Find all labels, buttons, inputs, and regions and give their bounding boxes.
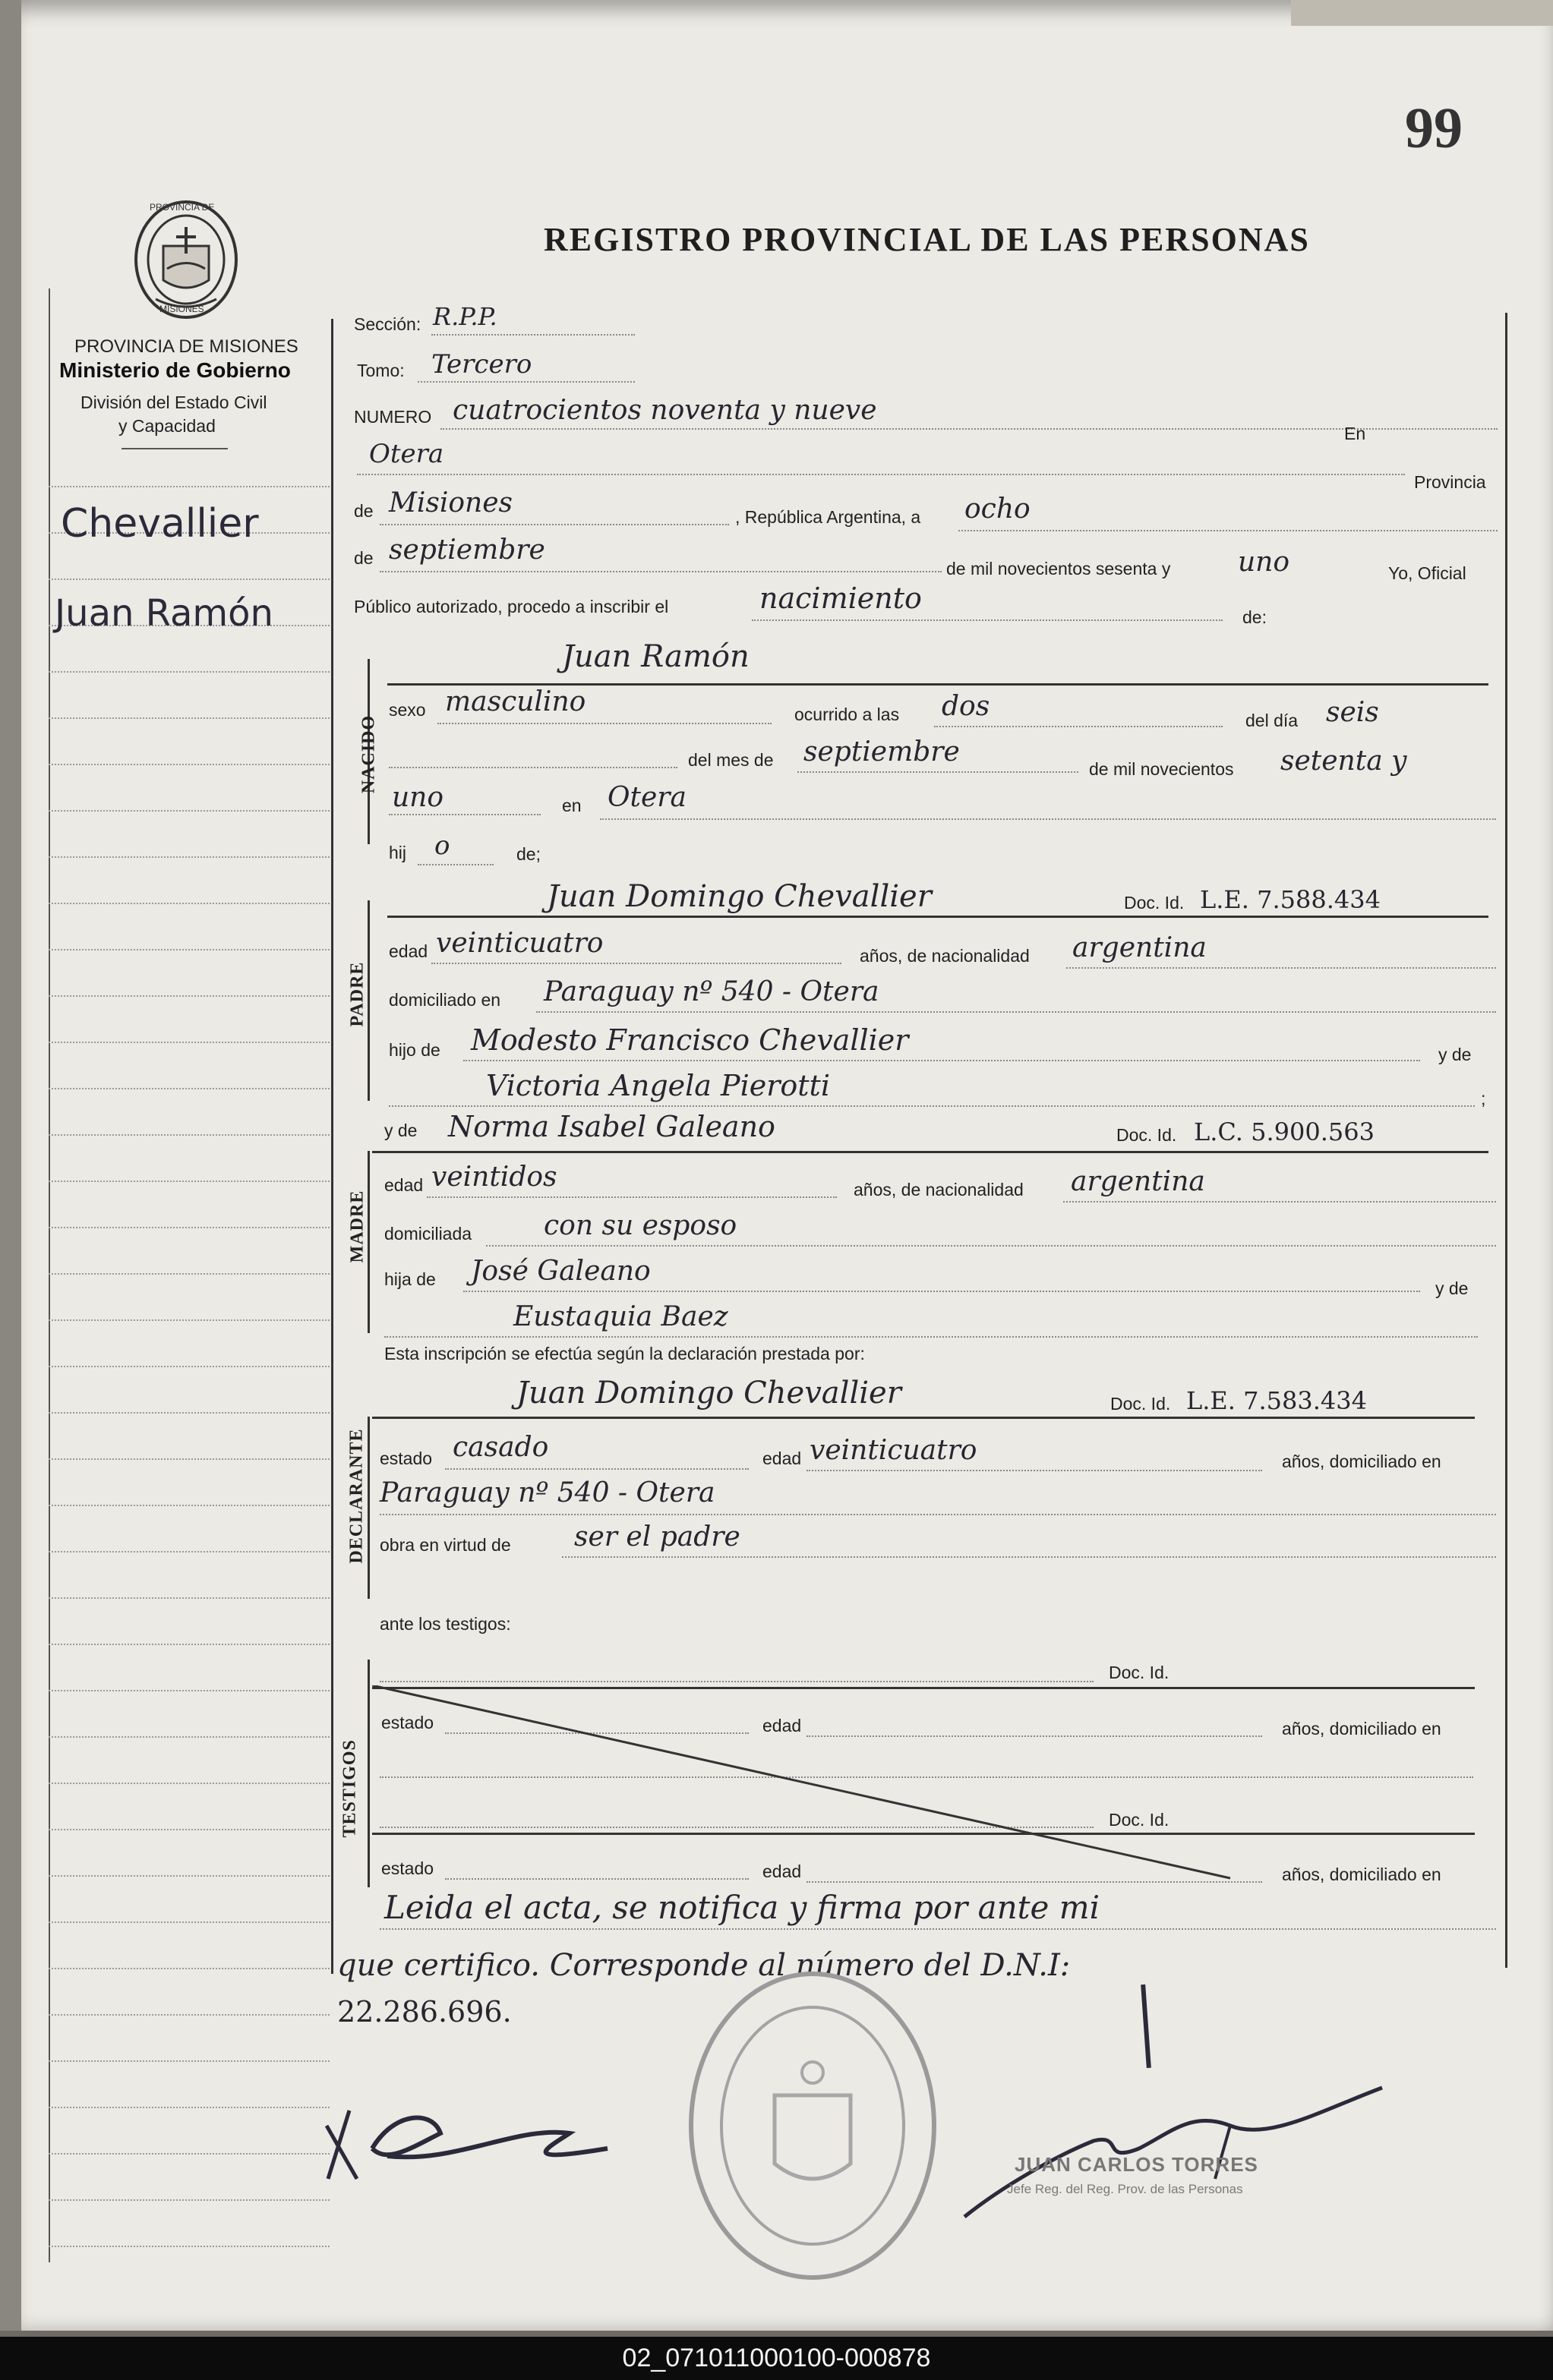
label-edad-padre: edad	[389, 941, 428, 961]
hw-fecha-a: ocho	[964, 493, 1031, 525]
ledger-line	[49, 1736, 330, 1738]
ledger-line	[49, 1921, 330, 1923]
hw-padre-edad: veinticuatro	[436, 928, 604, 959]
ledger-line	[49, 671, 330, 673]
ledger-line	[49, 2014, 330, 2016]
ledger-line	[49, 578, 330, 580]
official-round-seal	[683, 1966, 942, 2285]
hw-padre-dom: Paraguay nº 540 - Otera	[544, 976, 879, 1007]
ledger-line	[49, 2153, 330, 2155]
label-semicolon: ;	[1481, 1089, 1486, 1108]
section-nacido: NACIDO	[358, 714, 379, 794]
margin-column-border	[331, 319, 333, 1974]
hw-decl-doc: L.E. 7.583.434	[1186, 1386, 1367, 1415]
hw-mes: septiembre	[389, 534, 545, 566]
hw-hij-suffix: o	[434, 831, 450, 861]
hw-madre-nombre: Norma Isabel Galeano	[448, 1110, 775, 1143]
label-anos-dom-t2: años, domiciliado en	[1282, 1865, 1441, 1884]
ledger-line	[49, 2107, 330, 2108]
label-provincia: Provincia	[1414, 472, 1486, 492]
label-doc-id-t1: Doc. Id.	[1109, 1663, 1169, 1682]
office-line-3: División del Estado Civil	[80, 392, 267, 412]
hw-hora: dos	[942, 691, 990, 722]
ledger-line	[49, 995, 330, 997]
hw-madre-doc: L.C. 5.900.563	[1194, 1117, 1375, 1146]
stamp-title: Jefe Reg. del Reg. Prov. de las Personas	[1007, 2182, 1243, 2196]
label-edad-t2: edad	[762, 1861, 802, 1881]
ledger-line	[49, 1875, 330, 1877]
label-domiciliada: domiciliada	[384, 1224, 472, 1244]
testigos-bracket	[368, 1660, 370, 1887]
ledger-line	[49, 856, 330, 858]
label-hija-de: hija de	[384, 1269, 436, 1289]
office-underline	[122, 448, 228, 449]
ledger-line	[49, 1644, 330, 1645]
label-publico: Público autorizado, procedo a inscribir el	[354, 597, 669, 616]
ledger-line	[49, 2060, 330, 2062]
hw-sexo: masculino	[445, 686, 586, 717]
hw-madre-edad: veintidos	[431, 1162, 557, 1193]
page-number: 99	[1405, 96, 1463, 160]
label-inscripcion: Esta inscripción se efectúa según la declaración prestada por:	[384, 1344, 865, 1363]
label-en-2: en	[562, 796, 582, 815]
label-domiciliado: domiciliado en	[389, 990, 501, 1010]
hw-cierre-1: Leida el acta, se notifica y firma por ante mi	[384, 1889, 1100, 1926]
hw-madre-dom: con su esposo	[544, 1210, 737, 1241]
hw-lugar-nac: Otera	[608, 782, 687, 813]
label-y-de-padre: y de	[1438, 1045, 1472, 1064]
label-doc-id-decl: Doc. Id.	[1110, 1394, 1171, 1414]
section-declarante: DECLARANTE	[346, 1428, 367, 1564]
label-de-2: de	[354, 548, 374, 568]
label-de-semi: de;	[516, 844, 541, 864]
ledger-line	[49, 1227, 330, 1228]
hw-decl-estado: casado	[453, 1432, 549, 1463]
margin-given-name: Juan Ramón	[55, 592, 273, 635]
label-estado-t2: estado	[381, 1858, 434, 1878]
label-tomo: Tomo:	[357, 361, 405, 380]
ledger-line	[49, 717, 330, 719]
hw-decl-obra: ser el padre	[574, 1521, 740, 1553]
label-estado-t1: estado	[381, 1713, 434, 1732]
hw-anio: uno	[1238, 547, 1290, 578]
ledger-line	[49, 1134, 330, 1136]
ledger-line	[49, 1273, 330, 1275]
label-y-de-madre: y de	[384, 1121, 418, 1140]
hw-cierre-2: que certifico. Corresponde al número del D.N.I:	[337, 1948, 1071, 1983]
hw-decl-edad: veinticuatro	[810, 1435, 977, 1466]
label-doc-id-madre: Doc. Id.	[1116, 1125, 1177, 1145]
hw-padre-doc: L.E. 7.588.434	[1200, 885, 1381, 914]
label-en: En	[1344, 424, 1366, 443]
emblem-top-text: PROVINCIA DE	[150, 202, 215, 213]
ledger-line	[49, 1551, 330, 1553]
official-signature	[942, 2065, 1397, 2240]
archive-footer-id: 02_071011000100-000878	[0, 2337, 1553, 2380]
hw-seccion: R.P.P.	[433, 302, 497, 331]
hw-anio-nac-1: setenta y	[1280, 746, 1407, 777]
label-edad-madre: edad	[384, 1175, 424, 1195]
header-title: REGISTRO PROVINCIAL DE LAS PERSONAS	[544, 221, 1310, 258]
ledger-line	[49, 1412, 330, 1414]
label-numero: NUMERO	[354, 407, 432, 427]
declarante-bracket	[368, 1417, 370, 1599]
ledger-line	[49, 1968, 330, 1969]
hw-madre-hija-1: José Galeano	[471, 1256, 651, 1287]
emblem-bottom-text: MISIONES	[159, 304, 204, 314]
label-anos-nac-padre: años, de nacionalidad	[860, 946, 1030, 966]
label-edad-t1: edad	[762, 1716, 802, 1735]
section-testigos: TESTIGOS	[339, 1739, 360, 1838]
hw-padre-hijo-2: Victoria Angela Pierotti	[486, 1069, 830, 1102]
ledger-line	[49, 2199, 330, 2201]
ledger-line	[49, 1690, 330, 1691]
label-hij: hij	[389, 843, 407, 862]
label-doc-id-t2: Doc. Id.	[1109, 1810, 1169, 1830]
label-yo-oficial: Yo, Oficial	[1388, 563, 1466, 583]
ledger-line	[49, 810, 330, 812]
hw-numero-2: Otera	[369, 439, 444, 469]
label-ante: ante los testigos:	[380, 1614, 511, 1634]
ledger-line	[49, 1181, 330, 1182]
page-left-frame	[49, 288, 50, 2262]
office-line-4: y Capacidad	[118, 416, 216, 436]
hw-padre-nombre: Juan Domingo Chevallier	[547, 879, 932, 914]
label-anos-dom-t1: años, domiciliado en	[1282, 1719, 1441, 1739]
label-de-1: de	[354, 501, 374, 521]
top-edge-strip	[1291, 0, 1553, 26]
hw-decl-nombre: Juan Domingo Chevallier	[516, 1376, 901, 1411]
section-madre: MADRE	[347, 1190, 368, 1263]
label-de-mil-2: de mil novecientos	[1089, 759, 1234, 779]
hw-decl-dom: Paraguay nº 540 - Otera	[380, 1477, 715, 1508]
label-hijo-de: hijo de	[389, 1040, 440, 1060]
label-del-mes: del mes de	[688, 750, 774, 770]
office-line-1: PROVINCIA DE MISIONES	[74, 336, 298, 357]
ledger-line	[49, 1319, 330, 1321]
hw-tomo: Tercero	[431, 349, 532, 380]
cancel-diagonal-line	[372, 1685, 1245, 1883]
label-anos-dom-decl: años, domiciliado en	[1282, 1452, 1441, 1471]
hw-madre-nac: argentina	[1071, 1166, 1205, 1197]
section-padre: PADRE	[347, 961, 368, 1027]
label-del-dia: del día	[1245, 711, 1299, 730]
hw-nombre: Juan Ramón	[562, 639, 750, 674]
hw-padre-nac: argentina	[1072, 932, 1207, 963]
declarant-signature	[319, 2080, 638, 2202]
label-republica: , República Argentina, a	[735, 507, 921, 527]
hw-inscribir: nacimiento	[759, 582, 922, 615]
ledger-line	[49, 1366, 330, 1367]
ledger-line	[49, 1458, 330, 1460]
hw-provincia: Misiones	[389, 487, 513, 519]
ledger-line	[49, 1783, 330, 1784]
hw-mes-nac: septiembre	[803, 736, 960, 768]
hw-madre-hija-2: Eustaquia Baez	[513, 1301, 728, 1332]
hw-dia: seis	[1326, 697, 1379, 728]
ledger-line	[49, 486, 330, 487]
label-de-mil: de mil novecientos sesenta y	[946, 559, 1171, 578]
hw-anio-nac-2: uno	[392, 782, 444, 813]
ledger-line	[49, 903, 330, 904]
ledger-line	[49, 1042, 330, 1043]
label-y-de-madre-2: y de	[1435, 1278, 1469, 1298]
label-seccion: Sección:	[354, 314, 421, 334]
ledger-line	[49, 949, 330, 950]
label-sexo: sexo	[389, 700, 426, 720]
ledger-line	[49, 1829, 330, 1830]
label-doc-id-padre: Doc. Id.	[1124, 893, 1185, 913]
hw-padre-hijo-1: Modesto Francisco Chevallier	[471, 1023, 909, 1057]
margin-surname: Chevallier	[61, 501, 259, 547]
hw-numero-1: cuatrocientos noventa y nueve	[453, 395, 877, 426]
label-estado-decl: estado	[380, 1448, 433, 1468]
ledger-line	[49, 1505, 330, 1506]
stamp-name: JUAN CARLOS TORRES	[1015, 2153, 1258, 2176]
label-anos-nac-madre: años, de nacionalidad	[854, 1180, 1024, 1199]
ledger-line	[49, 1597, 330, 1599]
label-obra: obra en virtud de	[380, 1535, 511, 1555]
ledger-line	[49, 764, 330, 765]
handwritten-mark	[1141, 1984, 1151, 2068]
hw-cierre-3: 22.286.696.	[337, 1995, 512, 2029]
label-ocurrido: ocurrido a las	[794, 705, 900, 724]
ledger-line	[49, 2246, 330, 2247]
right-frame-border	[1505, 313, 1507, 1968]
ledger-line	[49, 1088, 330, 1089]
label-de-colon: de:	[1242, 607, 1267, 627]
office-line-2: Ministerio de Gobierno	[59, 358, 291, 382]
book-binding	[0, 0, 21, 2331]
label-edad-decl: edad	[762, 1448, 802, 1468]
